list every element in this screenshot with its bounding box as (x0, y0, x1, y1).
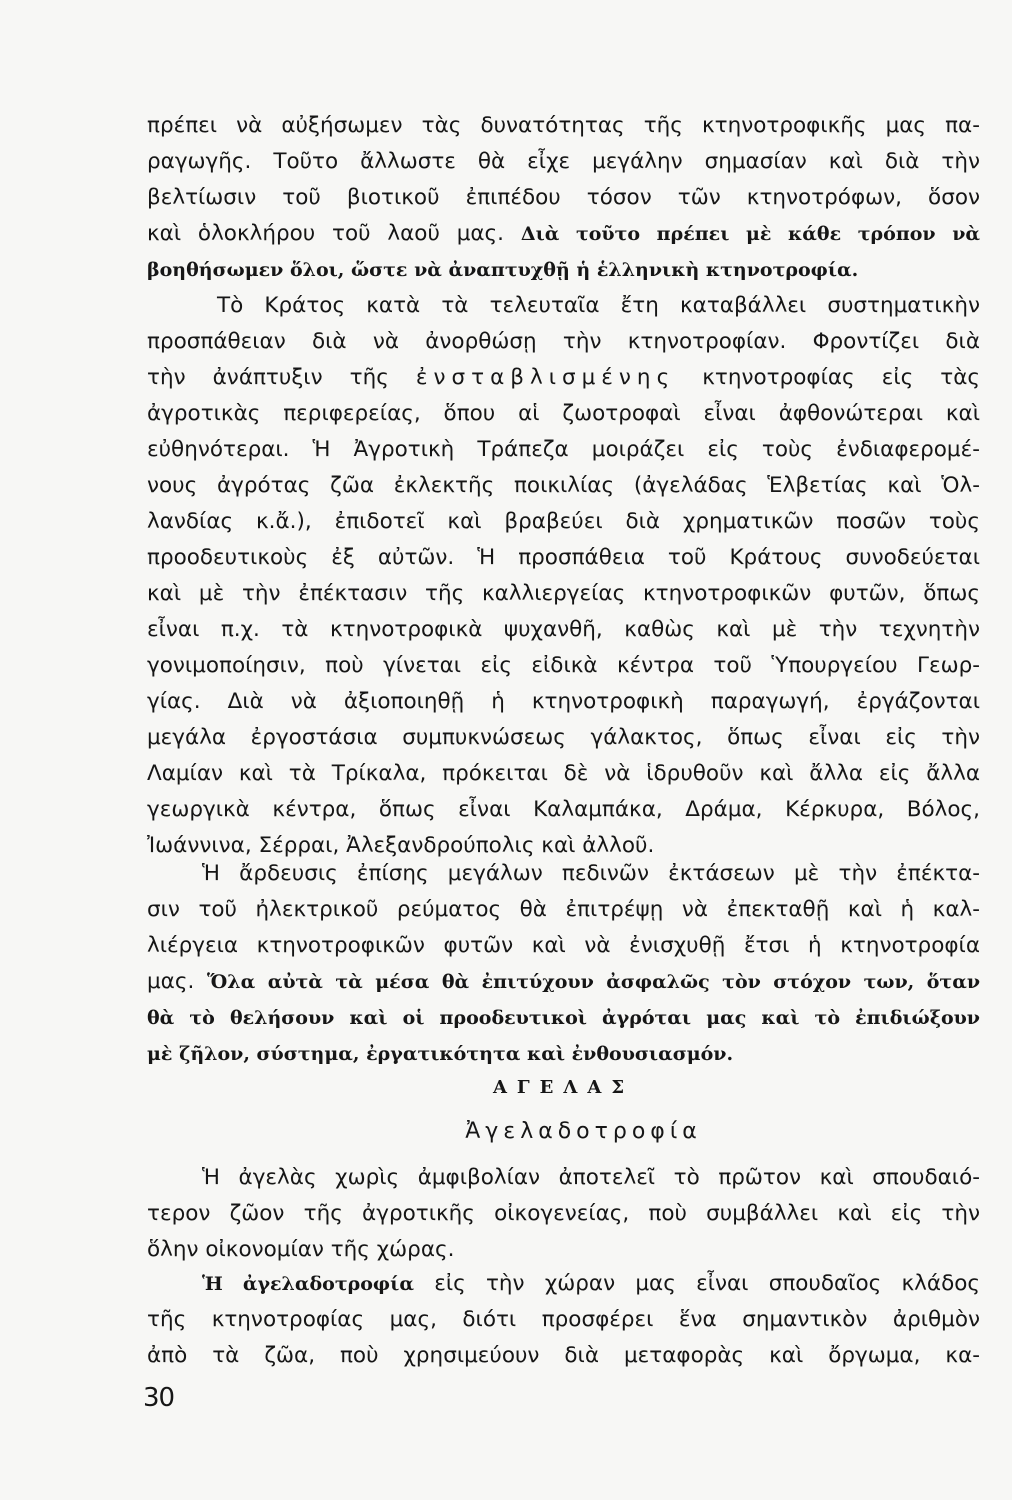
text-line: βελτίωσιν τοῦ βιοτικοῦ ἐπιπέδου τόσον τῶν κτηνοτρόφων, ὅσον (147, 185, 980, 210)
text-run: τὴν ἀνάπτυξιν τῆς (147, 365, 416, 390)
text-line: προοδευτικοὺς ἐξ αὐτῶν. Ἡ προσπάθεια τοῦ Κράτους συνοδεύεται (147, 545, 980, 570)
text-line-bold: θὰ τὸ θελήσουν καὶ οἱ προοδευτικοὶ ἀγρόται μας καὶ τὸ ἐπιδιώξουν (147, 1007, 980, 1029)
text-line: γεωργικὰ κέντρα, ὅπως εἶναι Καλαμπάκα, Δράμα, Κέρκυρα, Βόλος, (147, 797, 980, 822)
text-line: σιν τοῦ ἠλεκτρικοῦ ρεύματος θὰ ἐπιτρέψῃ νὰ ἐπεκταθῇ καὶ ἡ καλ- (147, 897, 980, 922)
bold-text-run: Ἡ ἀγελαδοτροφία (202, 1273, 414, 1295)
section-subheading (147, 1112, 980, 1152)
text-line (147, 216, 980, 252)
text-line: εὐθηνότεραι. Ἡ Ἀγροτικὴ Τράπεζα μοιράζει εἰς τοὺς ἐνδιαφερομέ- (147, 437, 980, 462)
text-line-bold: βοηθήσωμεν ὅλοι, ὥστε νὰ ἀναπτυχθῇ ἡ ἑλληνικὴ κτηνοτροφία. (147, 259, 859, 281)
spaced-text-run: ἐνσταβλισμένης (415, 365, 676, 390)
text-line (147, 964, 980, 1000)
paragraph-5 (147, 1266, 980, 1374)
text-line: Ἡ ἀγελὰς χωρὶς ἀμφιβολίαν ἀποτελεῖ τὸ πρῶτον καὶ σπουδαιό- (202, 1165, 980, 1190)
text-line: γίας. Διὰ νὰ ἀξιοποιηθῇ ἡ κτηνοτροφικὴ παραγωγή, ἐργάζονται (147, 689, 980, 714)
text-line (147, 360, 980, 396)
paragraph-1 (147, 108, 980, 288)
text-run: κτηνοτροφίας εἰς τὰς (675, 365, 981, 390)
text-line: πρέπει νὰ αὐξήσωμεν τὰς δυνατότητας τῆς κτηνοτροφικῆς μας πα- (147, 113, 980, 138)
text-line: Ἰωάννινα, Σέρραι, Ἀλεξανδρούπολις καὶ ἀλλοῦ. (147, 833, 655, 858)
text-run: εἰς τὴν χώραν μας εἶναι σπουδαῖος κλάδος (413, 1271, 980, 1296)
text-line: Τὸ Κράτος κατὰ τὰ τελευταῖα ἔτη καταβάλλει συστηματικὴν (217, 293, 980, 318)
section-subtitle: Ἀγελαδοτροφία (465, 1119, 702, 1144)
text-line: ὅλην οἰκονομίαν τῆς χώρας. (147, 1237, 455, 1262)
text-line: ἀπὸ τὰ ζῶα, ποὺ χρησιμεύουν διὰ μεταφορὰς καὶ ὄργωμα, κα- (147, 1343, 980, 1368)
text-line: τῆς κτηνοτροφίας μας, διότι προσφέρει ἕνα σημαντικὸν ἀριθμὸν (147, 1307, 980, 1332)
text-line-bold: μὲ ζῆλον, σύστημα, ἐργατικότητα καὶ ἐνθουσιασμόν. (147, 1043, 734, 1065)
text-line: καὶ μὲ τὴν ἐπέκτασιν τῆς καλλιεργείας κτηνοτροφικῶν φυτῶν, ὅπως (147, 581, 980, 606)
text-line: προσπάθειαν διὰ νὰ ἀνορθώσῃ τὴν κτηνοτροφίαν. Φροντίζει διὰ (147, 329, 980, 354)
text-line: εἶναι π.χ. τὰ κτηνοτροφικὰ ψυχανθῆ, καθὼς καὶ μὲ τὴν τεχνητὴν (147, 617, 980, 642)
text-line: Ἡ ἄρδευσις ἐπίσης μεγάλων πεδινῶν ἐκτάσεων μὲ τὴν ἐπέκτα- (202, 861, 980, 886)
text-line: ραγωγῆς. Τοῦτο ἄλλωστε θὰ εἶχε μεγάλην σημασίαν καὶ διὰ τὴν (147, 149, 980, 174)
section-heading (147, 1070, 980, 1106)
text-line: μεγάλα ἐργοστάσια συμπυκνώσεως γάλακτος, ὅπως εἶναι εἰς τὴν (147, 725, 980, 750)
paragraph-4 (147, 1160, 980, 1268)
text-line: νους ἀγρότας ζῶα ἐκλεκτῆς ποικιλίας (ἀγελάδας Ἑλβετίας καὶ Ὁλ- (147, 473, 980, 498)
text-line: Λαμίαν καὶ τὰ Τρίκαλα, πρόκειται δὲ νὰ ἱδρυθοῦν καὶ ἄλλα εἰς ἄλλα (147, 761, 980, 786)
text-line: λιέργεια κτηνοτροφικῶν φυτῶν καὶ νὰ ἐνισχυθῇ ἔτσι ἡ κτηνοτροφία (147, 933, 980, 958)
text-line: γονιμοποίησιν, ποὺ γίνεται εἰς εἰδικὰ κέντρα τοῦ Ὑπουργείου Γεωρ- (147, 653, 980, 678)
text-line: λανδίας κ.ἄ.), ἐπιδοτεῖ καὶ βραβεύει διὰ χρηματικῶν ποσῶν τοὺς (147, 509, 980, 534)
text-run: μας. (147, 969, 208, 994)
paragraph-3 (147, 856, 980, 1072)
bold-text-run: Ὅλα αὐτὰ τὰ μέσα θὰ ἐπιτύχουν ἀσφαλῶς τὸν στόχον των, ὅταν (207, 971, 980, 993)
bold-text-run: Διὰ τοῦτο πρέπει μὲ κάθε τρόπον νὰ (520, 223, 980, 245)
page-number: 30 (143, 1383, 175, 1413)
section-title: ΑΓΕΛΑΣ (492, 1077, 635, 1098)
text-run: καὶ ὁλοκλήρου τοῦ λαοῦ μας. (147, 221, 521, 246)
text-line: ἀγροτικὰς περιφερείας, ὅπου αἱ ζωοτροφαὶ εἶναι ἀφθονώτεραι καὶ (147, 401, 980, 426)
paragraph-2 (147, 288, 980, 864)
text-line: τερον ζῶον τῆς ἀγροτικῆς οἰκογενείας, ποὺ συμβάλλει καὶ εἰς τὴν (147, 1201, 980, 1226)
text-line (147, 1266, 980, 1302)
